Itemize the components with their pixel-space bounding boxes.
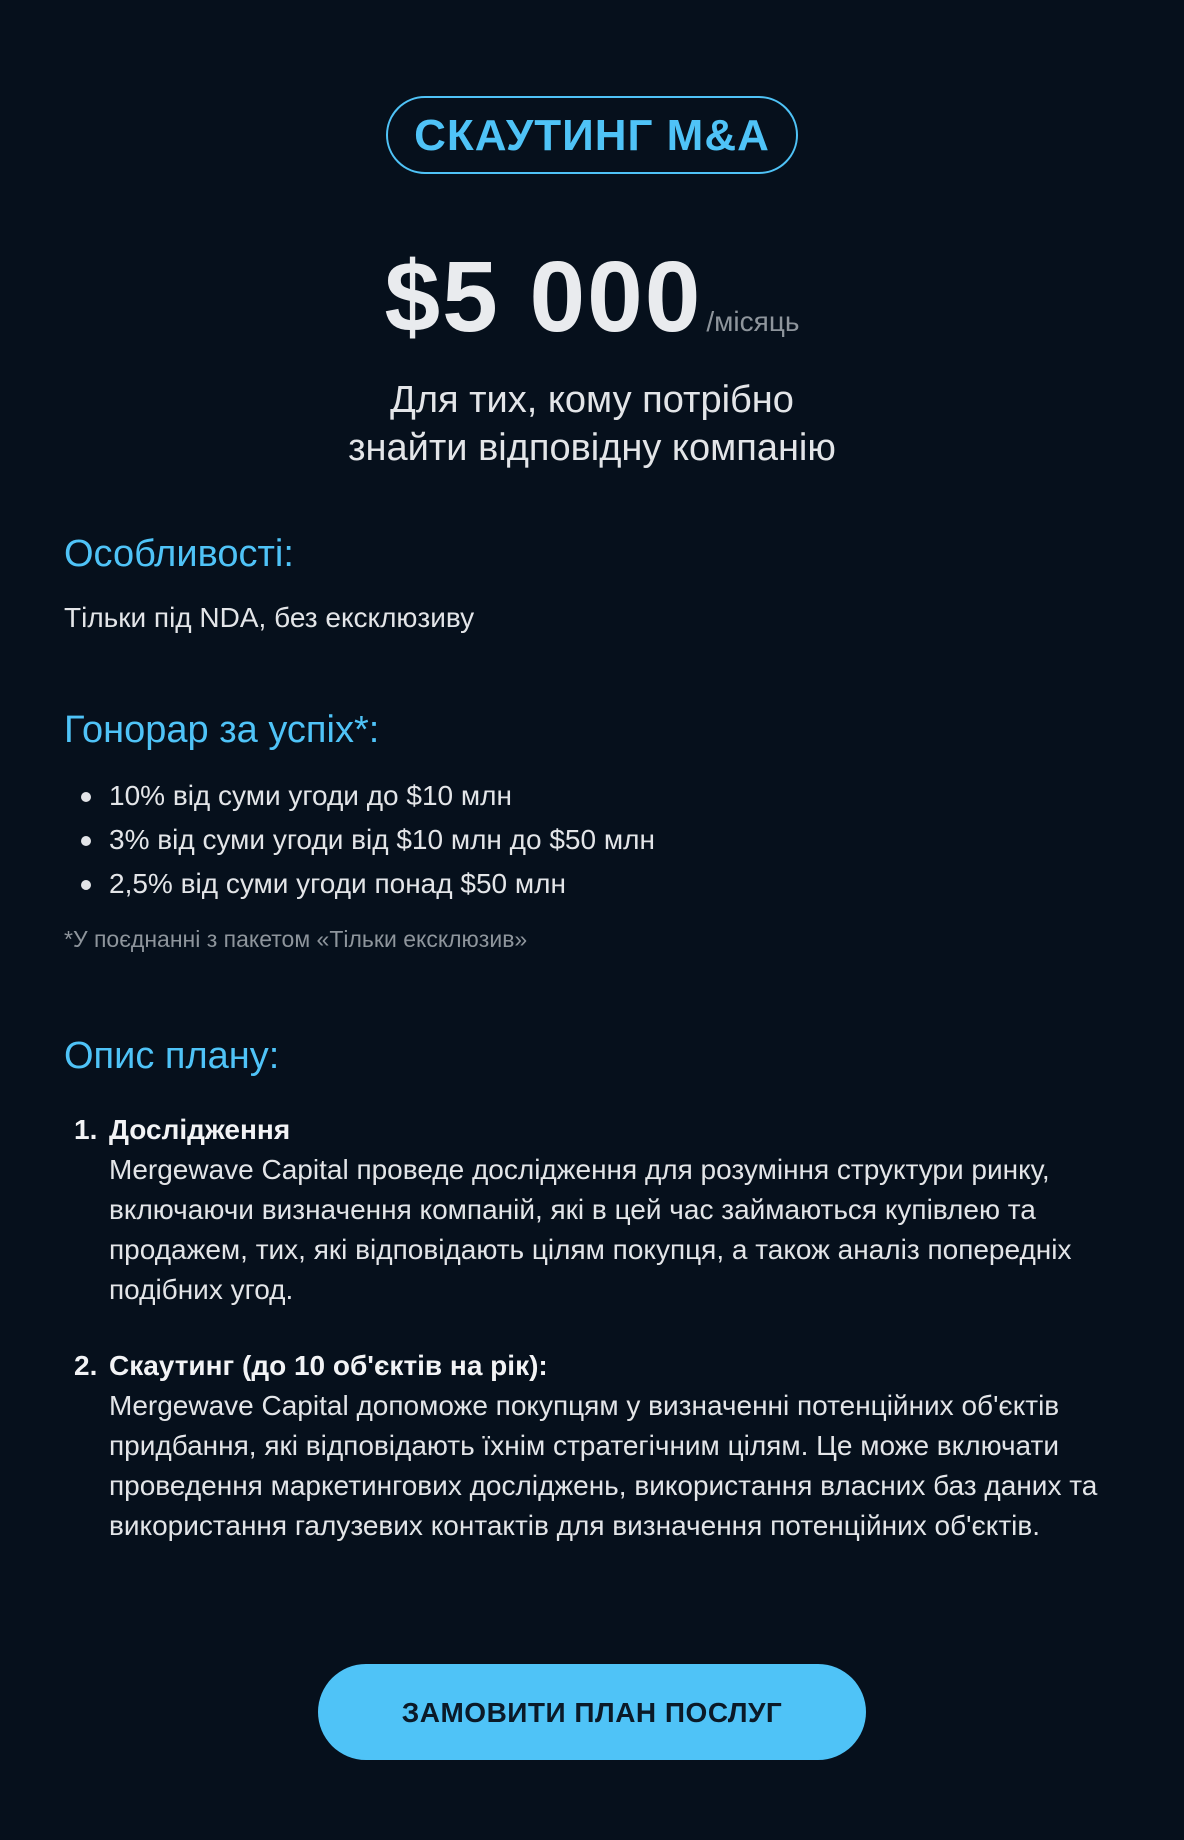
features-heading: Особливості:	[64, 533, 294, 575]
plan-badge-wrap	[0, 96, 1184, 174]
features-section	[64, 530, 1124, 636]
fee-footnote: *У поєднанні з пакетом «Тільки ексклюзив»	[64, 926, 528, 952]
step-number: 1.	[74, 1114, 98, 1145]
fee-text: 10% від суми угоди до $10 млн	[109, 780, 512, 811]
step-description: Mergewave Capital проведе дослідження для розуміння структури ринку, включаючи визначення компаній, які в цей час займаються купівлею та продажем, тих, які відповідають цілям покупця, а також аналіз попередніх подібних угод.	[109, 1154, 1072, 1305]
step-number: 2.	[74, 1350, 98, 1381]
step-title: Дослідження	[109, 1114, 291, 1145]
fee-text: 3% від суми угоди від $10 млн до $50 млн	[109, 824, 655, 855]
order-plan-button[interactable]: ЗАМОВИТИ ПЛАН ПОСЛУГ	[318, 1664, 866, 1760]
step-title: Скаутинг (до 10 об'єктів на рік):	[109, 1350, 548, 1381]
plan-description-section	[64, 1032, 1124, 1546]
list-item	[64, 774, 1124, 818]
plan-subtitle	[0, 376, 1184, 472]
plan-description-heading: Опис плану:	[64, 1035, 280, 1077]
bullet-icon	[81, 792, 91, 802]
list-item	[64, 1346, 1124, 1546]
success-fee-section	[64, 706, 1124, 954]
cta-wrap	[0, 1664, 1184, 1760]
list-item	[64, 1110, 1124, 1310]
plan-steps-list	[64, 1110, 1124, 1546]
features-text: Тільки під NDA, без ексклюзиву	[64, 602, 475, 633]
fee-text: 2,5% від суми угоди понад $50 млн	[109, 868, 566, 899]
plan-content	[64, 530, 1124, 1582]
list-item	[64, 818, 1124, 862]
subtitle-line-2: знайти відповідну компанію	[348, 427, 836, 469]
bullet-icon	[81, 880, 91, 890]
price-period: /місяць	[706, 306, 800, 337]
price-row	[0, 240, 1184, 355]
plan-badge: СКАУТИНГ M&A	[386, 96, 798, 174]
step-description: Mergewave Capital допоможе покупцям у визначенні потенційних об'єктів придбання, які відповідають їхнім стратегічним цілям. Це може включати проведення маркетингових досліджень, використання власних баз даних та використання галузевих контактів для визначення потенційних об'єктів.	[109, 1390, 1098, 1541]
list-item	[64, 862, 1124, 906]
subtitle-line-1: Для тих, кому потрібно	[390, 379, 794, 421]
bullet-icon	[81, 836, 91, 846]
plan-price: $5 000	[384, 241, 703, 353]
success-fee-heading: Гонорар за успіх*:	[64, 709, 380, 751]
success-fee-list	[64, 774, 1124, 906]
